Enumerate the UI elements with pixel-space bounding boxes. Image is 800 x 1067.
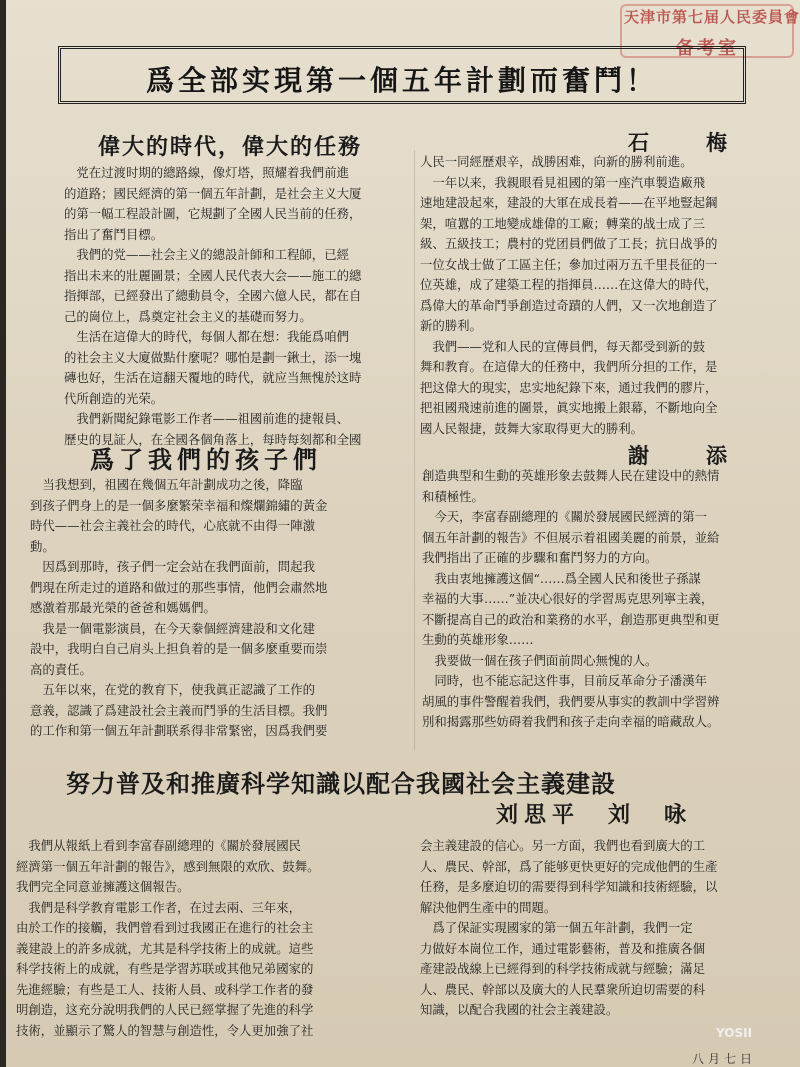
text-line: 我要做一個在孩子們面前問心無愧的人。 [422, 652, 658, 668]
text-line: 速地建設起來，建設的大軍在成長着——在平地豎起鋼 [420, 195, 718, 210]
text-line: 時代——社会主義社会的時代，心底就不由得一陣激 [30, 518, 315, 533]
text-line: 的道路；國民經濟的第一個五年計劃，是社会主义大厦 [64, 185, 362, 201]
text-line: 当我想到，祖國在幾個五年計劃成功之後，降臨 [30, 477, 303, 492]
text-line: 生動的英雄形象…… [422, 632, 534, 647]
column-divider [414, 150, 415, 750]
text-line: 的第一幅工程設計圖，它規劃了全國人民当前的任務， [64, 206, 362, 221]
text-line: 会主義建設的信心。另一方面，我們也看到廣大的工 [420, 838, 705, 853]
text-line: 指出了奮鬥目標。 [64, 226, 164, 242]
text-line: 我們是科学教育電影工作者，在过去兩、三年來， [16, 899, 301, 915]
text-line: 知識，以配合我國的社会主義建設。 [420, 1002, 619, 1017]
page-edge [0, 0, 6, 1067]
text-line: 生活在這偉大的時代，每個人都在想：我能爲咱們 [64, 329, 349, 344]
article1-right-column [420, 152, 792, 439]
text-line: 五年以來，在党的教育下，使我眞正認識了工作的 [30, 682, 315, 697]
text-line: 科学技術上的成就，有些是学習苏联或其他兄弟國家的 [16, 961, 314, 976]
page-date: 八月七日 [692, 1052, 757, 1066]
text-line: 個五年計劃的報告》不但展示着祖國美麗的前景，並給 [422, 529, 720, 545]
text-line: 人、農民、幹部，爲了能够更快更好的完成他們的生產 [420, 858, 718, 874]
text-line: 我們从報紙上看到李富春副總理的《關於發展國民 [16, 838, 301, 853]
text-line: 同時，也不能忘記这件事，目前反革命分子潘漢年 [422, 673, 707, 688]
text-line: 級、五級技工；農村的党团員們做了工長；抗日战爭的 [420, 236, 718, 251]
text-line: 解決他們生產中的問題。 [420, 899, 557, 915]
text-line: 明創造，这充分說明我們的人民已經掌握了先進的科学 [16, 1002, 314, 1017]
article1-left-column [64, 163, 409, 450]
article2-author: 謝 添 [628, 443, 745, 468]
article1-author: 石 梅 [628, 130, 745, 155]
text-line: 爲偉大的革命鬥爭創造过奇蹟的人們，又一次地創造了 [420, 297, 718, 313]
article3-right-column [420, 836, 800, 1021]
text-line: 因爲到那時，孩子們一定会站在我們面前，問起我 [30, 559, 315, 574]
watermark: YOSII [716, 1026, 753, 1040]
text-line: 己的崗位上，爲奠定社会主义的基礎而努力。 [64, 308, 312, 324]
text-line: 高的責任。 [30, 661, 92, 677]
text-line: 經濟第一個五年計劃的報告》，感到無限的欢欣、鼓舞。 [16, 858, 320, 874]
text-line: 今天，李富春副總理的《關於發展國民經濟的第一 [422, 509, 707, 524]
text-line: 國人民報捷，鼓舞大家取得更大的勝利。 [420, 420, 644, 436]
article3-author: 刘思平 刘 咏 [496, 802, 693, 828]
text-line: 意義，認識了爲建設社会主義而鬥爭的生活目標。我們 [30, 702, 328, 718]
text-line: 別和揭露那些妨碍着我們和孩子走向幸福的暗藏敌人。 [422, 714, 720, 729]
text-line: 動。 [30, 538, 55, 554]
text-line: 把这偉大的現实，忠实地紀錄下來，通过我們的膠片， [420, 379, 718, 395]
text-line: 產建設战線上已經得到的科学技術成就与經驗；滿足 [420, 961, 705, 976]
text-line: 舞和教育。在這偉大的任務中，我們所分担的工作，是 [420, 359, 718, 374]
text-line: 我由衷地擁護这個“……爲全國人民和後世子孫謀 [422, 570, 701, 586]
text-line: 人、農民、幹部以及廣大的人民羣衆所迫切需要的科 [420, 981, 705, 997]
text-line: 感激着那最光榮的爸爸和媽媽們。 [30, 600, 216, 615]
text-line: 任務，是多麼迫切的需要得到科学知識和技術經驗，以 [420, 879, 718, 894]
text-line: 一年以来，我親眼看見祖國的第一座汽車製造廠飛 [420, 174, 705, 190]
text-line: 胡風的事件警醒着我們，我們要从事实的教訓中学習辨 [422, 693, 720, 709]
text-line: 的工作和第一個五年計劃联系得非常緊密，因爲我們要 [30, 723, 328, 738]
text-line: 把祖國飛速前進的圖景，眞实地搬上銀幕，不斷地向全 [420, 400, 718, 415]
text-line: 我們完全同意並擁護这個報告。 [16, 879, 190, 894]
article2-left-column [30, 475, 400, 742]
banner-title: 爲全部实現第一個五年計劃而奮鬥！ [145, 64, 658, 97]
text-line: 架，喧囂的工地變成雄偉的工廠；轉業的战士成了三 [420, 215, 705, 231]
article2-title: 爲了我們的孩子們 [90, 445, 322, 474]
headline-banner [58, 46, 746, 104]
text-line: 力做好本崗位工作，通过電影藝術，普及和推廣各個 [420, 940, 705, 956]
text-line: 由於工作的接觸，我們曾看到过我國正在進行的社会主 [16, 920, 314, 935]
text-line: 的社会主义大廈做點什麼呢？哪怕是劃一鍬土，添一塊 [64, 349, 362, 365]
text-line: 代所創造的光荣。 [64, 390, 164, 406]
text-line: 人民一同經歷艰辛，战勝困难，向新的勝利前進。 [420, 154, 693, 169]
text-line: 們現在所走过的道路和做过的那些事情，他們会肅然地 [30, 579, 328, 595]
text-line: 和積極性。 [422, 488, 484, 504]
text-line: 磚也好，生活在這翻天覆地的時代，就应当無愧於这時 [64, 370, 362, 385]
text-line: 新的勝利。 [420, 318, 482, 333]
text-line: 不斷提高自己的政治和業務的水平，創造那更典型和更 [422, 611, 720, 627]
text-line: 我們新聞紀錄電影工作者——祖國前進的捷報員、 [64, 411, 349, 426]
article3-title: 努力普及和推廣科学知識以配合我國社会主義建設 [66, 769, 616, 798]
text-line: 到孩子們身上的是一個多麼繁荣幸福和燦爛錦繡的黃金 [30, 497, 328, 513]
text-line: 我們的党——社会主义的總設計師和工程師，已經 [64, 247, 349, 262]
article2-right-column [422, 466, 800, 733]
article3-left-column [16, 836, 408, 1041]
text-line: 位英雄，成了建築工程的指揮員……在这偉大的時代， [420, 277, 718, 292]
text-line: 我是一個電影演員，在今天豢個經濟建設和文化建 [30, 620, 315, 636]
text-line: 創造典型和生動的英雄形象去鼓舞人民在建设中的熱情 [422, 468, 720, 483]
text-line: 我們指出了正確的步驟和奮鬥努力的方向。 [422, 550, 658, 565]
text-line: 設中，我明白自己肩头上担負着的是一個多麼重要而崇 [30, 641, 328, 656]
text-line: 歷史的見証人，在全國各個角落上，每時每刻都和全國 [64, 431, 362, 447]
text-line: 義建設上的許多成就，尤其是科学技術上的成就。這些 [16, 940, 314, 956]
text-line: 党在过渡时期的總路線，像灯塔，照耀着我們前進 [64, 165, 349, 180]
text-line: 我們——党和人民的宣傳員們，每天都受到新的鼓 [420, 338, 705, 354]
text-line: 指揮部，已經發出了總動員令，全國六億人民，都在自 [64, 288, 362, 303]
stamp-line-1: 天津市第七届人民委員會 [624, 8, 800, 26]
text-line: 爲了保証实現國家的第一個五年計劃，我們一定 [420, 920, 693, 935]
text-line: 先進經驗；有些是工人、技術人員、或科学工作者的發 [16, 981, 314, 997]
article1-title: 偉大的時代，偉大的任務 [98, 134, 363, 160]
stamp-line-2: 备考室 [676, 38, 739, 59]
text-line: 指出未来的壯麗圖景；全國人民代表大会——施工的總 [64, 267, 362, 283]
text-line: 一位女战士做了工區主任；參加过兩万五千里長征的一 [420, 256, 718, 272]
text-line: 幸福的大事……”並决心很好的学習馬克思列寧主義， [422, 591, 714, 606]
text-line: 技術，並顯示了驚人的智慧与創造性，令人更加強了社 [16, 1022, 314, 1038]
